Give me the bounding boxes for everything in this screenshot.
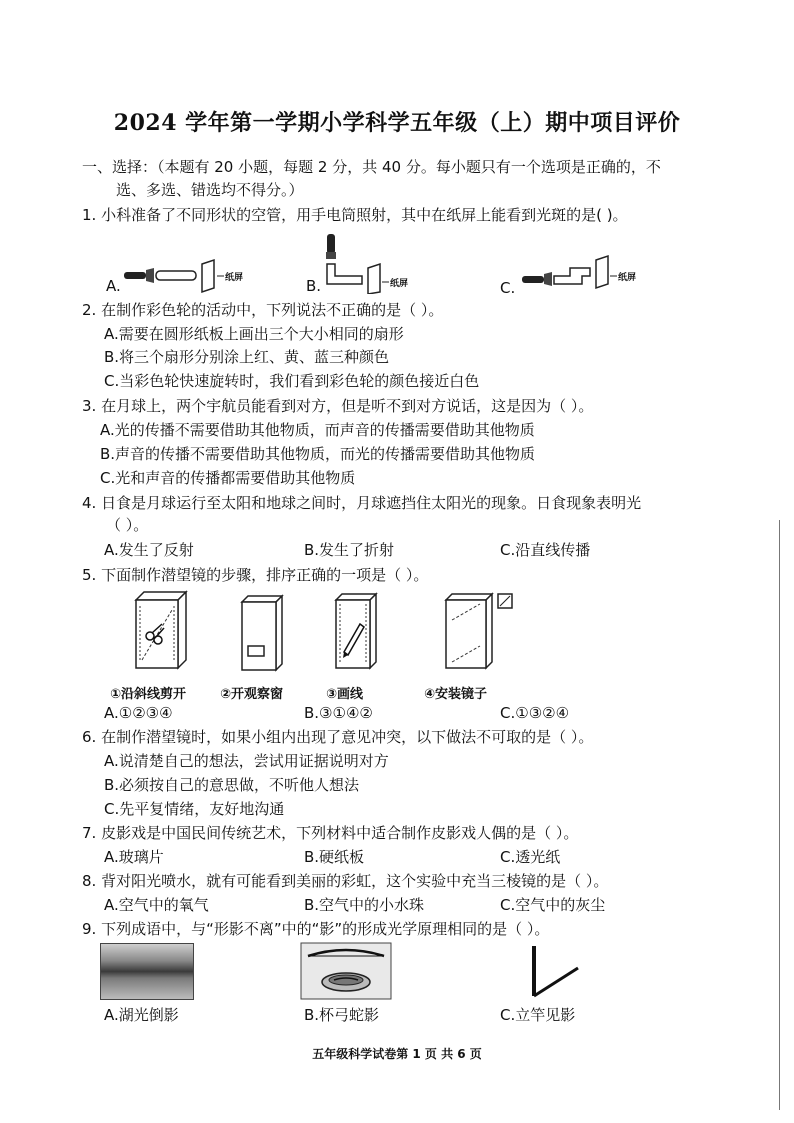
q8-option-b: B.空气中的小水珠 bbox=[304, 896, 425, 914]
q8-option-c: C.空气中的灰尘 bbox=[500, 896, 606, 914]
q1-option-a: A. bbox=[106, 277, 121, 295]
flashlight-icon bbox=[326, 234, 336, 259]
q2-option-c: C.当彩色轮快速旋转时，我们看到彩色轮的颜色接近白色 bbox=[104, 372, 480, 390]
q4-option-b: B.发生了折射 bbox=[304, 541, 395, 559]
question-1-stem: 1. 小科准备了不同形状的空管，用手电筒照射，其中在纸屏上能看到光斑的是( )。 bbox=[82, 206, 628, 224]
paper-screen bbox=[596, 256, 608, 288]
q9-option-b: B.杯弓蛇影 bbox=[304, 1006, 380, 1024]
q5-step1-figure bbox=[130, 588, 192, 672]
scan-edge-line bbox=[779, 520, 780, 1110]
question-8-stem: 8. 背对阳光喷水，就有可能看到美丽的彩虹，这个实验中充当三棱镜的是（ ）。 bbox=[82, 872, 609, 890]
q5-step3-figure bbox=[330, 590, 382, 674]
q5-option-b: B.③①④② bbox=[304, 704, 373, 722]
q6-option-c: C.先平复情绪，友好地沟通 bbox=[104, 800, 285, 818]
question-4-stem-cont: （ ）。 bbox=[106, 516, 149, 534]
flashlight-icon bbox=[522, 272, 552, 286]
page-footer: 五年级科学试卷第 1 页 共 6 页 bbox=[312, 1047, 482, 1061]
q5-step4-figure bbox=[440, 590, 520, 674]
section-heading-line1: 一、选择：（本题有 20 小题，每题 2 分，共 40 分。每小题只有一个选项是正确的，不 bbox=[82, 158, 661, 176]
paper-screen bbox=[368, 264, 380, 294]
section-heading-line2: 选、多选、错选均不得分。） bbox=[116, 181, 304, 199]
observation-window bbox=[248, 646, 264, 656]
q9-option-a: A.湖光倒影 bbox=[104, 1006, 179, 1024]
question-6-stem: 6. 在制作潜望镜时，如果小组内出现了意见冲突，以下做法不可取的是（ ）。 bbox=[82, 728, 594, 746]
q4-option-c: C.沿直线传播 bbox=[500, 541, 591, 559]
q6-option-a: A.说清楚自己的想法，尝试用证据说明对方 bbox=[104, 752, 389, 770]
paper-screen bbox=[202, 260, 214, 292]
paper-screen-label: 纸屏 bbox=[390, 279, 409, 289]
q5-step1-caption: ①沿斜线剪开 bbox=[110, 687, 187, 702]
question-9-stem: 9. 下列成语中，与“形影不离”中的“影”的形成光学原理相同的是（ ）。 bbox=[82, 920, 550, 938]
q7-option-b: B.硬纸板 bbox=[304, 848, 365, 866]
paper-screen-label: 纸屏 bbox=[618, 273, 637, 283]
flashlight-icon bbox=[124, 268, 154, 283]
cup-bow-image bbox=[300, 942, 392, 1000]
q5-step4-caption: ④安装镜子 bbox=[424, 687, 488, 702]
lake-reflection-image bbox=[100, 943, 194, 1000]
q1-figure-c-zigzag-tube bbox=[518, 254, 648, 294]
question-2-stem: 2. 在制作彩色轮的活动中，下列说法不正确的是（ ）。 bbox=[82, 301, 444, 319]
q1-option-b: B. bbox=[306, 277, 322, 295]
q5-step2-figure bbox=[236, 592, 288, 674]
straight-tube bbox=[156, 271, 196, 280]
q2-option-a: A.需要在圆形纸板上画出三个大小相同的扇形 bbox=[104, 325, 404, 343]
pole-shadow-image bbox=[522, 944, 582, 1000]
q2-option-b: B.将三个扇形分别涂上红、黄、蓝三种颜色 bbox=[104, 348, 390, 366]
question-5-stem: 5. 下面制作潜望镜的步骤，排序正确的一项是（ ）。 bbox=[82, 566, 429, 584]
q1-option-c: C. bbox=[500, 279, 516, 297]
q3-option-c: C.光和声音的传播都需要借助其他物质 bbox=[100, 469, 356, 487]
q3-option-a: A.光的传播不需要借助其他物质，而声音的传播需要借助其他物质 bbox=[100, 421, 535, 439]
paper-screen-label: 纸屏 bbox=[225, 273, 244, 283]
q5-option-a: A.①②③④ bbox=[104, 704, 173, 722]
q5-step2-caption: ②开观察窗 bbox=[220, 687, 284, 702]
q9-option-c: C.立竿见影 bbox=[500, 1006, 576, 1024]
q5-option-c: C.①③②④ bbox=[500, 704, 570, 722]
question-7-stem: 7. 皮影戏是中国民间传统艺术，下列材料中适合制作皮影戏人偶的是（ ）。 bbox=[82, 824, 579, 842]
q4-option-a: A.发生了反射 bbox=[104, 541, 194, 559]
q5-step3-caption: ③画线 bbox=[326, 687, 364, 702]
q1-figure-b-bent-tube bbox=[322, 228, 432, 294]
q1-figure-a-straight-tube bbox=[120, 258, 250, 294]
q3-option-b: B.声音的传播不需要借助其他物质，而光的传播需要借助其他物质 bbox=[100, 445, 536, 463]
q7-option-c: C.透光纸 bbox=[500, 848, 561, 866]
q7-option-a: A.玻璃片 bbox=[104, 848, 164, 866]
q6-option-b: B.必须按自己的意思做，不听他人想法 bbox=[104, 776, 360, 794]
q8-option-a: A.空气中的氧气 bbox=[104, 896, 209, 914]
question-3-stem: 3. 在月球上，两个宇航员能看到对方，但是听不到对方说话，这是因为（ ）。 bbox=[82, 397, 594, 415]
page-title: 2024 学年第一学期小学科学五年级（上）期中项目评价 bbox=[113, 110, 681, 136]
question-4-stem: 4. 日食是月球运行至太阳和地球之间时，月球遮挡住太阳光的现象。日食现象表明光 bbox=[82, 494, 642, 512]
zigzag-tube bbox=[554, 268, 590, 284]
bent-tube bbox=[327, 264, 362, 284]
